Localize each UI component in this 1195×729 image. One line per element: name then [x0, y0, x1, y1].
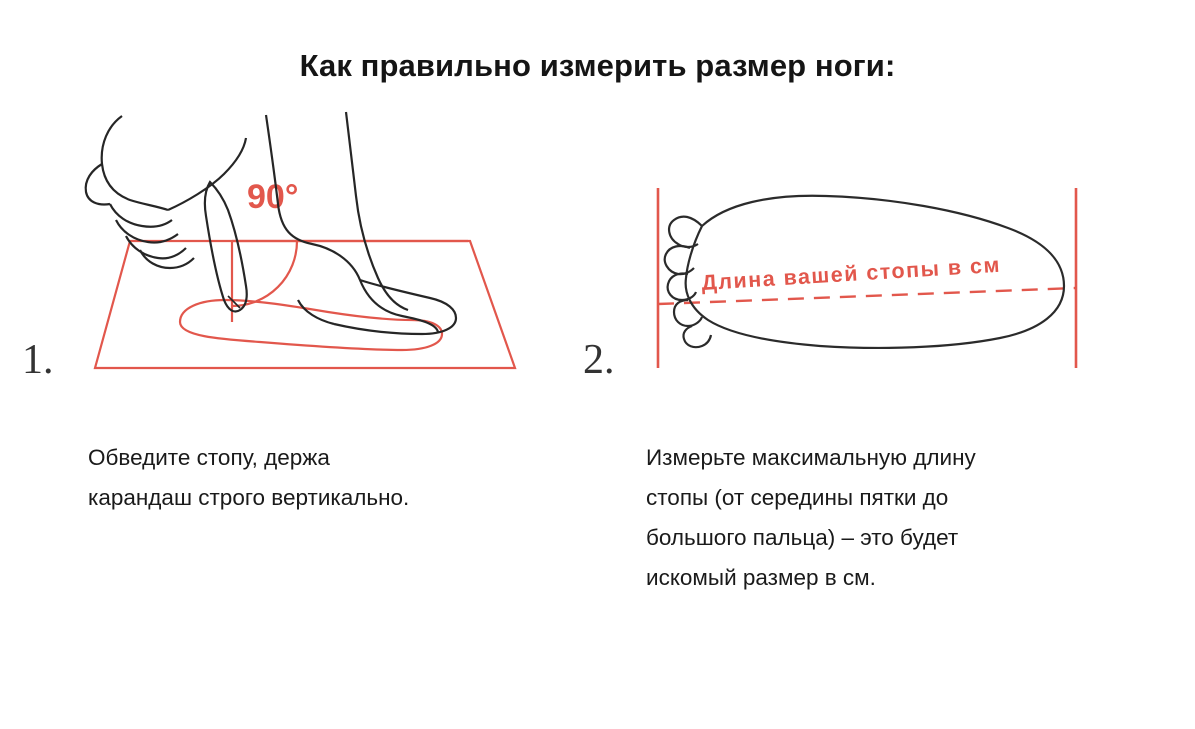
step-2-caption-line-4: искомый размер в см. — [646, 565, 876, 590]
step-1-caption-line-1: Обведите стопу, держа — [88, 445, 330, 470]
hand-wrist-contour — [102, 116, 168, 210]
hand-thumb — [86, 164, 110, 205]
step-1-caption — [88, 438, 558, 518]
foot-contour-heel — [686, 226, 702, 278]
leg-back-contour — [346, 112, 408, 310]
step-2-illustration — [630, 170, 1110, 385]
angle-arc — [232, 241, 297, 306]
angle-label: 90° — [247, 178, 299, 216]
step-2-caption-line-2: стопы (от середины пятки до — [646, 485, 949, 510]
step-2-number: 2. — [583, 337, 615, 383]
measure-label: Длина вашей стопы в см — [700, 252, 1002, 295]
hand-tracing-foot-on-paper-svg — [60, 110, 530, 400]
paper-sheet-outline — [95, 241, 515, 368]
leg-front-contour — [266, 115, 438, 332]
step-2-caption-line-1: Измерьте максимальную длину — [646, 445, 976, 470]
step-1-illustration — [60, 110, 530, 400]
page-title: Как правильно измерить размер ноги: — [299, 48, 896, 83]
toe-5 — [683, 326, 711, 347]
foot-outline-with-length-measure-svg — [630, 170, 1110, 385]
step-2-caption-line-3: большого пальца) – это будет — [646, 525, 959, 550]
step-1-number: 1. — [22, 337, 54, 383]
pencil-body — [205, 182, 247, 312]
hand-upper-contour — [168, 138, 246, 210]
toe-big — [669, 217, 702, 247]
toe-3 — [668, 273, 696, 300]
step-1-caption-line-2: карандаш строго вертикально. — [88, 485, 410, 510]
step-2-caption — [646, 438, 1116, 598]
